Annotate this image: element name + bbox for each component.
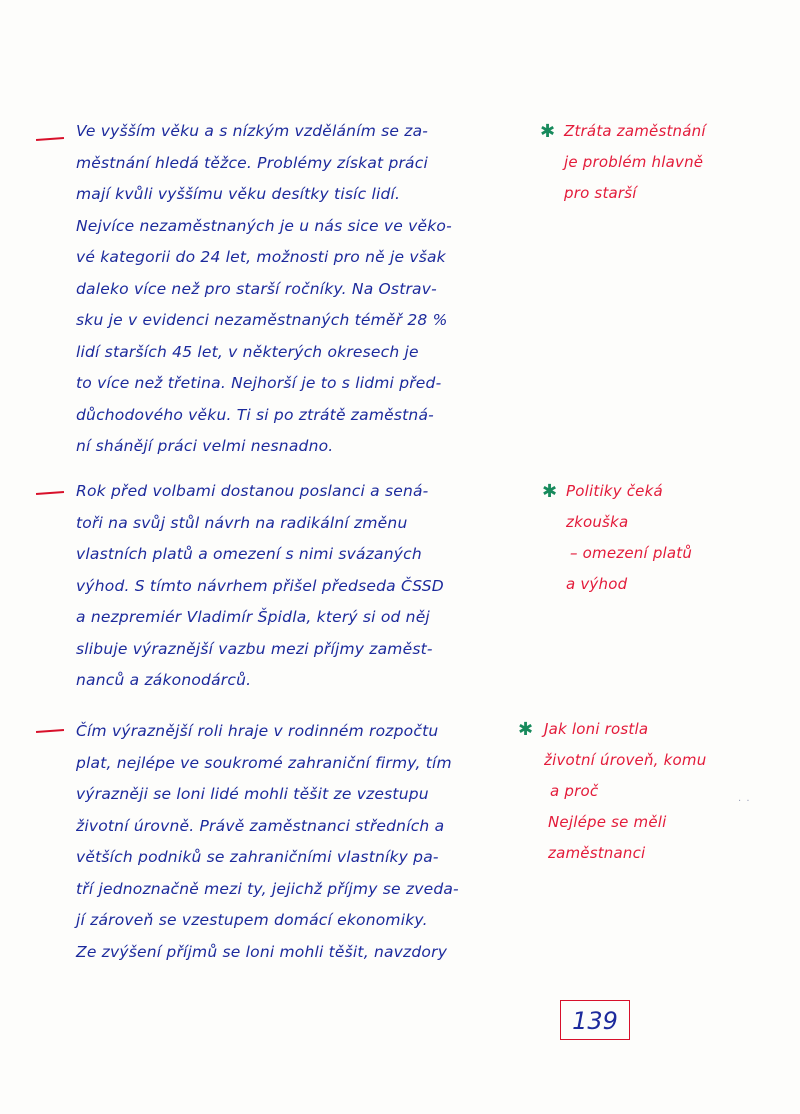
section-3-line: výrazněji se loni lidé mohli těšit ze vzestupu <box>76 785 429 803</box>
section-1-line: ní shánějí práci velmi nesnadno. <box>76 437 334 455</box>
margin-note-line: životní úroveň, komu <box>544 751 707 769</box>
section-2-dash-mark <box>36 491 64 495</box>
asterisk-icon: ✱ <box>518 719 534 740</box>
margin-note-line: zaměstnanci <box>548 844 646 862</box>
section-2-margin-note <box>566 476 692 600</box>
section-2-line: Rok před volbami dostanou poslanci a sená- <box>76 482 429 500</box>
section-2-line: vlastních platů a omezení s nimi svázaných <box>76 545 422 563</box>
margin-note-line: pro starší <box>564 184 637 202</box>
section-1-line: městnání hledá těžce. Problémy získat práci <box>76 153 428 172</box>
section-3-body <box>76 716 526 968</box>
margin-note-line: je problém hlavně <box>564 153 704 171</box>
section-2-line: toři na svůj stůl návrh na radikální změnu <box>76 513 408 532</box>
section-3-line: plat, nejlépe ve soukromé zahraniční firmy, tím <box>76 753 452 772</box>
margin-note-line: a proč <box>550 782 599 800</box>
section-1-line: vé kategorii do 24 let, možnosti pro ně je však <box>76 248 446 266</box>
margin-note-line: – omezení platů <box>570 544 693 562</box>
margin-note-line: a výhod <box>566 575 628 593</box>
margin-note-line: Jak loni rostla <box>544 720 649 738</box>
page-number-box <box>560 1000 630 1040</box>
margin-note-line: Nejlépe se měli <box>548 813 667 831</box>
asterisk-icon: ✱ <box>540 121 556 142</box>
margin-note-line: zkouška <box>566 513 629 531</box>
section-1-dash-mark <box>36 137 64 141</box>
section-3-line: Čím výraznější roli hraje v rodinném rozpočtu <box>76 722 439 740</box>
section-2-body <box>76 476 536 697</box>
section-2-line: nanců a zákonodárců. <box>76 671 252 689</box>
margin-note-line: Ztráta zaměstnání <box>564 122 706 140</box>
asterisk-icon: ✱ <box>542 481 558 502</box>
section-3-line: jí zároveň se vzestupem domácí ekonomiky. <box>76 911 428 929</box>
margin-note-line: Politiky čeká <box>566 482 663 500</box>
section-3-line: větších podniků se zahraničními vlastníky pa- <box>76 848 439 866</box>
section-1-margin-note <box>564 116 706 209</box>
section-1-line: důchodového věku. Ti si po ztrátě zaměstná- <box>76 405 434 424</box>
section-2-line: slibuje výraznější vazbu mezi příjmy zaměst- <box>76 639 433 658</box>
page-number: 139 <box>572 1007 618 1035</box>
section-2-line: výhod. S tímto návrhem přišel předseda ČSSD <box>76 576 444 595</box>
section-1-line: mají kvůli vyššímu věku desítky tisíc lidí. <box>76 185 401 203</box>
section-1-line: Nejvíce nezaměstnaných je u nás sice ve věko- <box>76 216 452 235</box>
section-1-line: daleko více než pro starší ročníky. Na Ostrav- <box>76 279 437 298</box>
section-1-line: Ve vyšším věku a s nízkým vzděláním se za- <box>76 122 429 140</box>
section-3-line: životní úrovně. Právě zaměstnanci středních a <box>76 816 445 835</box>
section-3-line: Ze zvýšení příjmů se loni mohli těšit, navzdory <box>76 942 448 961</box>
section-1-line: lidí starších 45 let, v některých okresech je <box>76 342 419 361</box>
section-1-line: sku je v evidenci nezaměstnaných téměř 28 % <box>76 311 448 329</box>
section-1-line: to více než třetina. Nejhorší je to s lidmi před- <box>76 374 442 392</box>
section-3-line: tří jednoznačně mezi ty, jejichž příjmy se zveda- <box>76 879 459 898</box>
section-2-line: a nezpremiér Vladimír Špidla, který si od něj <box>76 608 430 626</box>
section-3-dash-mark <box>36 729 64 733</box>
section-1-body <box>76 116 536 463</box>
section-3-margin-note <box>544 714 706 869</box>
paper-speck: · · <box>738 796 751 807</box>
